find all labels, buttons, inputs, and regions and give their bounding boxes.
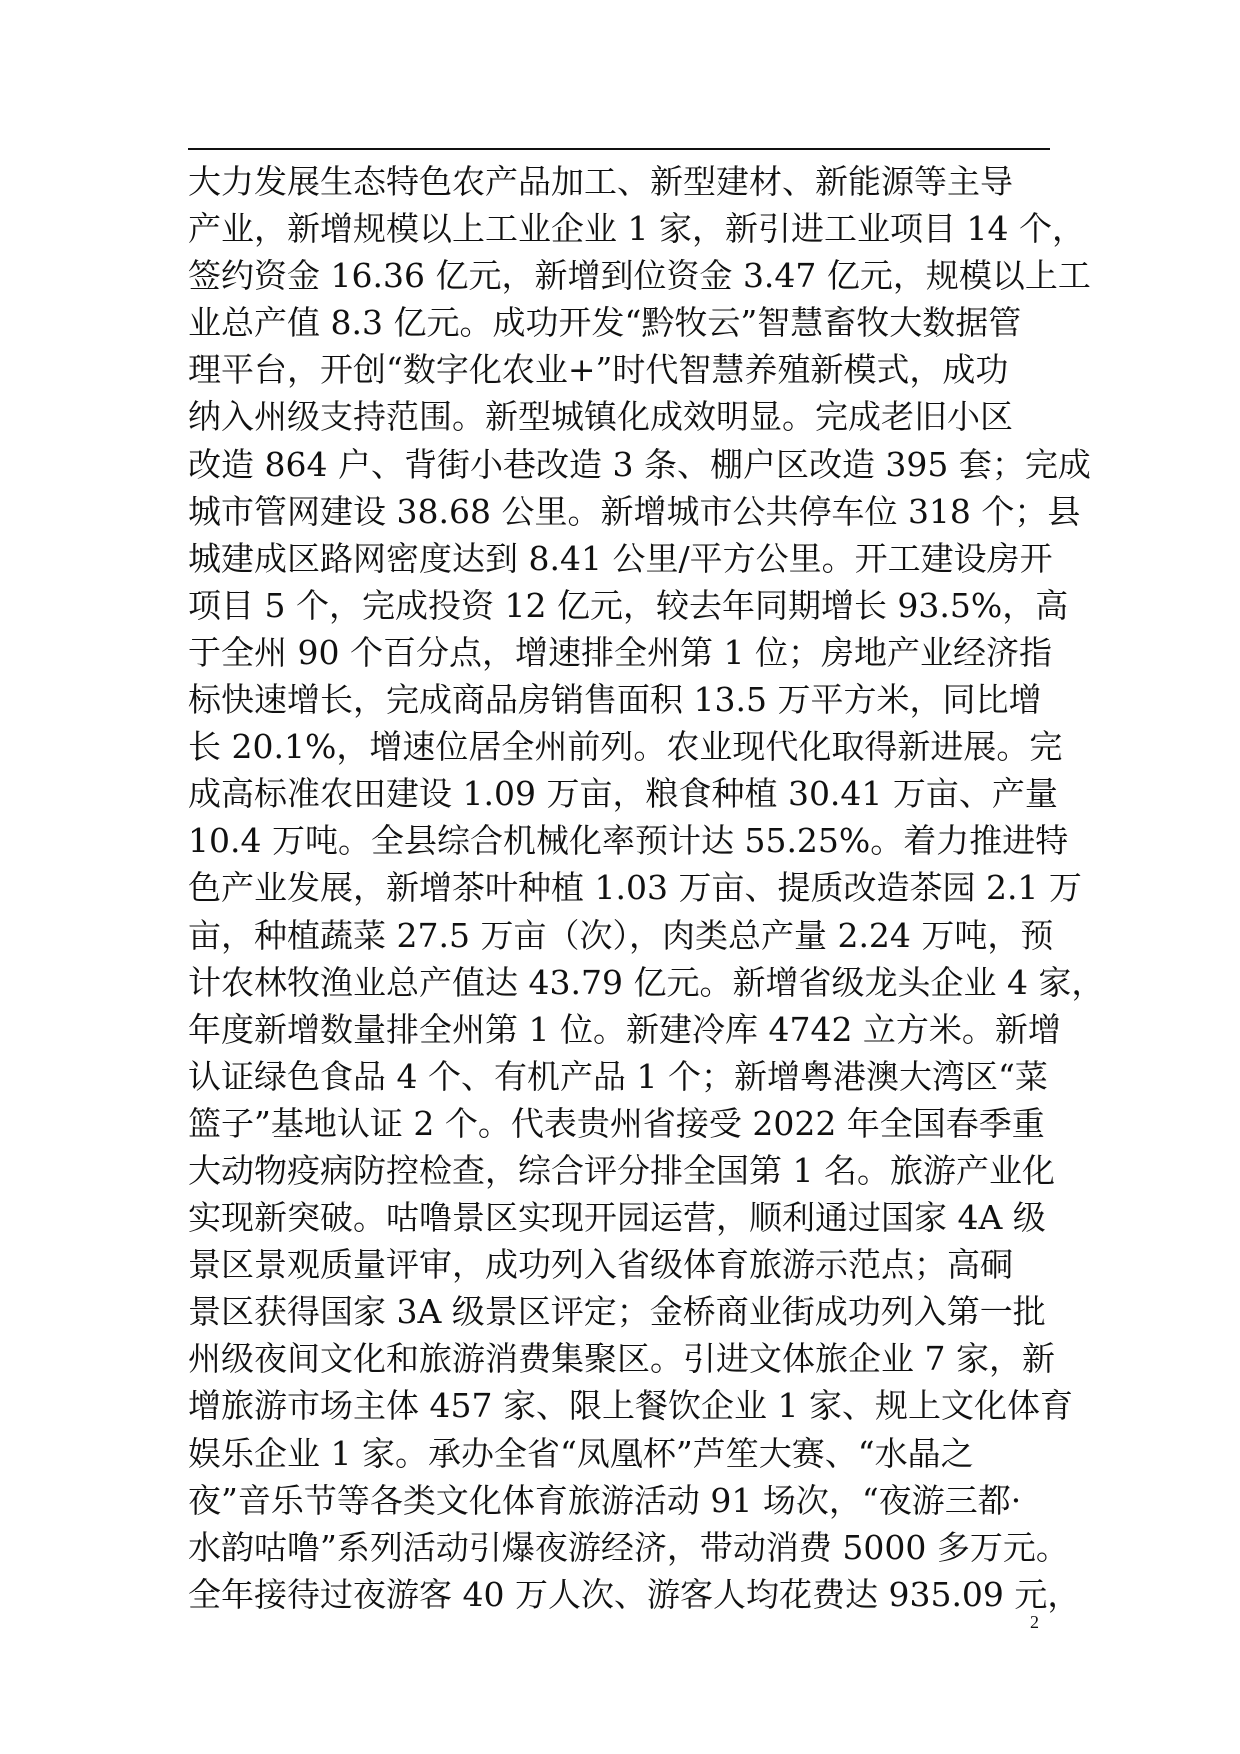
text-line: 大力发展生态特色农产品加工、新型建材、新能源等主导: [188, 162, 1013, 201]
text-line: 景区获得国家 3A 级景区评定；金桥商业街成功列入第一批: [188, 1292, 1046, 1332]
text-line: 水韵咕噜”系列活动引爆夜游经济，带动消费 5000 多万元。: [188, 1527, 1069, 1567]
text-line: 于全州 90 个百分点，增速排全州第 1 位；房地产业经济指: [188, 632, 1052, 672]
text-line: 成高标准农田建设 1.09 万亩，粮食种植 30.41 万亩、产量: [188, 774, 1058, 814]
text-line: 项目 5 个，完成投资 12 亿元，较去年同期增长 93.5%，高: [188, 585, 1069, 625]
text-line: 改造 864 户、背街小巷改造 3 条、棚户区改造 395 套；完成: [188, 444, 1091, 484]
text-line: 产业，新增规模以上工业企业 1 家，新引进工业项目 14 个，: [188, 209, 1085, 249]
text-line: 城市管网建设 38.68 公里。新增城市公共停车位 318 个；县: [188, 491, 1081, 531]
text-line: 理平台，开创“数字化农业+”时代智慧养殖新模式，成功: [188, 350, 1009, 390]
text-line: 色产业发展，新增茶叶种植 1.03 万亩、提质改造茶园 2.1 万: [188, 868, 1082, 908]
text-line: 计农林牧渔业总产值达 43.79 亿元。新增省级龙头企业 4 家，: [188, 962, 1105, 1002]
text-line: 亩，种植蔬菜 27.5 万亩（次），肉类总产量 2.24 万吨，预: [188, 915, 1054, 955]
text-line: 长 20.1%，增速位居全州前列。农业现代化取得新进展。完: [188, 727, 1063, 767]
text-line: 签约资金 16.36 亿元，新增到位资金 3.47 亿元，规模以上工: [188, 256, 1091, 296]
text-line: 夜”音乐节等各类文化体育旅游活动 91 场次，“夜游三都·: [188, 1480, 1022, 1520]
text-line: 认证绿色食品 4 个、有机产品 1 个；新增粤港澳大湾区“菜: [188, 1056, 1048, 1096]
text-line: 增旅游市场主体 457 家、限上餐饮企业 1 家、规上文化体育: [188, 1386, 1073, 1426]
text-line: 篮子”基地认证 2 个。代表贵州省接受 2022 年全国春季重: [188, 1103, 1045, 1143]
text-line: 标快速增长，完成商品房销售面积 13.5 万平方米，同比增: [188, 680, 1042, 720]
text-line: 州级夜间文化和旅游消费集聚区。引进文体旅企业 7 家，新: [188, 1339, 1055, 1379]
text-line: 纳入州级支持范围。新型城镇化成效明显。完成老旧小区: [188, 397, 1013, 437]
text-line: 景区景观质量评审，成功列入省级体育旅游示范点；高硐: [188, 1245, 1013, 1285]
text-line: 实现新突破。咕噜景区实现开园运营，顺利通过国家 4A 级: [188, 1198, 1046, 1238]
header-rule: [188, 148, 1050, 150]
text-line: 娱乐企业 1 家。承办全省“凤凰杯”芦笙大赛、“水晶之: [188, 1433, 974, 1473]
page-number: 2: [1030, 1612, 1039, 1632]
text-line: 年度新增数量排全州第 1 位。新建冷库 4742 立方米。新增: [188, 1009, 1061, 1049]
text-line: 10.4 万吨。全县综合机械化率预计达 55.25%。着力推进特: [188, 821, 1069, 861]
body-text: [188, 158, 1105, 1618]
text-line: 城建成区路网密度达到 8.41 公里/平方公里。开工建设房开: [188, 538, 1053, 578]
text-line: 业总产值 8.3 亿元。成功开发“黔牧云”智慧畜牧大数据管: [188, 303, 1022, 343]
text-line: 大动物疫病防控检查，综合评分排全国第 1 名。旅游产业化: [188, 1150, 1055, 1190]
text-line: 全年接待过夜游客 40 万人次、游客人均花费达 935.09 元，: [188, 1574, 1081, 1614]
